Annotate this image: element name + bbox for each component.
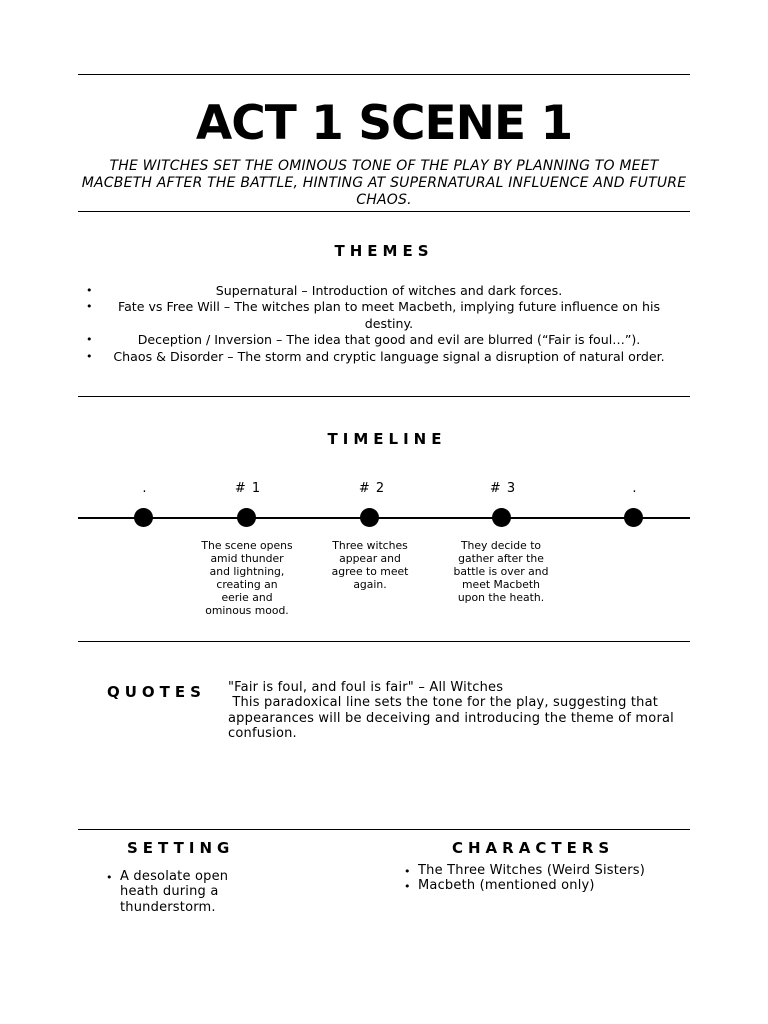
subtitle-divider [78,211,690,212]
timeline-heading: TIMELINE [327,430,447,448]
quote-analysis: This paradoxical line sets the tone for the play, suggesting that appearances will be deceiving and introducing the theme of moral confusion. [228,695,679,742]
character-item: • Macbeth (mentioned only) [402,878,682,893]
quotes-divider [78,829,690,830]
timeline-event: Three witches appear and agree to meet again. [331,539,409,591]
timeline-marker: . [142,481,148,496]
theme-item: • Chaos & Disorder – The storm and cryptic language signal a disruption of natural order. [82,349,688,365]
page-title: ACT 1 SCENE 1 [195,96,573,151]
characters-heading: CHARACTERS [452,839,615,857]
timeline-event: The scene opens amid thunder and lightning, creating an eerie and ominous mood. [201,539,293,617]
timeline-dot [360,508,379,527]
timeline-dot [134,508,153,527]
timeline-dot [492,508,511,527]
timeline-dot [624,508,643,527]
timeline-marker: # 1 [234,481,262,496]
quote-text: "Fair is foul, and foul is fair" – All Witches [228,680,504,695]
characters-list [402,863,682,894]
timeline-marker: # 3 [489,481,517,496]
setting-item: • A desolate open heath during a thunderstorm. [104,869,244,915]
scene-summary: THE WITCHES SET THE OMINOUS TONE OF THE PLAY BY PLANNING TO MEET MACBETH AFTER THE BATTLE, HINTING AT SUPERNATURAL INFLUENCE AND FUTURE CHAOS. [81,158,687,208]
timeline-divider [78,641,690,642]
character-item: • The Three Witches (Weird Sisters) [402,863,682,878]
timeline-event: They decide to gather after the battle is over and meet Macbeth upon the heath. [453,539,549,604]
quotes-heading: QUOTES [107,683,206,701]
timeline-marker: . [632,481,638,496]
theme-item: • Deception / Inversion – The idea that good and evil are blurred (“Fair is foul…”). [82,332,688,348]
top-divider [78,74,690,75]
setting-list [104,869,244,915]
themes-divider [78,396,690,397]
themes-heading: THEMES [334,242,434,260]
timeline-marker: # 2 [358,481,386,496]
timeline-dot [237,508,256,527]
setting-heading: SETTING [127,839,235,857]
theme-item: • Supernatural – Introduction of witches and dark forces. [82,283,688,299]
quote-block [228,680,694,742]
theme-item: • Fate vs Free Will – The witches plan to meet Macbeth, implying future influence on his destiny. [82,299,688,332]
themes-list [82,283,688,365]
timeline-line [78,517,690,519]
